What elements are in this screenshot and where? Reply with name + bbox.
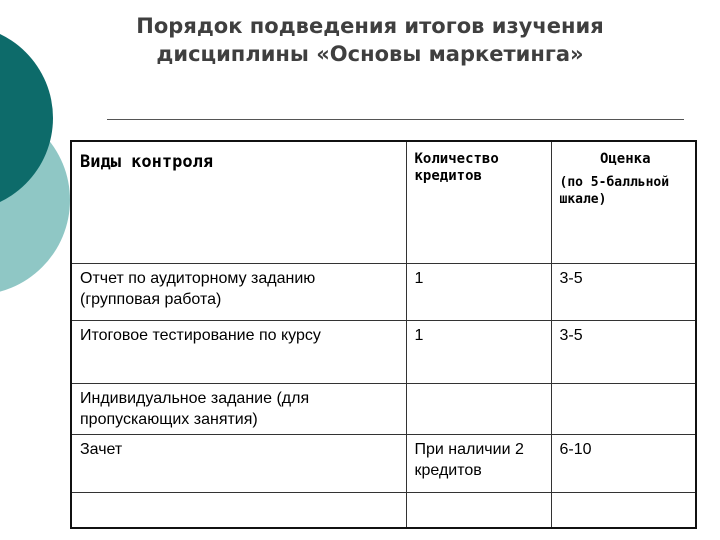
table-header-row	[71, 141, 696, 263]
cell-credits	[406, 383, 551, 434]
cell-grade	[551, 383, 696, 434]
cell-grade: 6-10	[551, 434, 696, 492]
cell-grade	[551, 492, 696, 528]
table-row	[71, 263, 696, 320]
slide-title	[110, 12, 630, 68]
header-grade-main: Оценка	[599, 151, 651, 167]
header-control-types: Виды контроля	[71, 141, 406, 263]
table-row	[71, 434, 696, 492]
header-credits: Количество кредитов	[406, 141, 551, 263]
header-grade	[551, 141, 696, 263]
title-line-1: Порядок подведения итогов изучения	[136, 14, 604, 38]
cell-control-type	[71, 492, 406, 528]
assessment-table	[70, 140, 697, 529]
cell-credits: 1	[406, 320, 551, 383]
cell-control-type: Отчет по аудиторному заданию (групповая работа)	[71, 263, 406, 320]
title-divider	[107, 119, 684, 120]
title-line-2: дисциплины «Основы маркетинга»	[156, 42, 584, 66]
header-grade-sub: (по 5-балльной шкале)	[559, 175, 670, 207]
cell-credits: 1	[406, 263, 551, 320]
cell-control-type: Итоговое тестирование по курсу	[71, 320, 406, 383]
cell-credits	[406, 492, 551, 528]
cell-grade: 3-5	[551, 320, 696, 383]
cell-control-type: Индивидуальное задание (для пропускающих занятия)	[71, 383, 406, 434]
table-row	[71, 320, 696, 383]
table-row	[71, 383, 696, 434]
cell-grade: 3-5	[551, 263, 696, 320]
cell-credits: При наличии 2 кредитов	[406, 434, 551, 492]
cell-control-type: Зачет	[71, 434, 406, 492]
table-row	[71, 492, 696, 528]
